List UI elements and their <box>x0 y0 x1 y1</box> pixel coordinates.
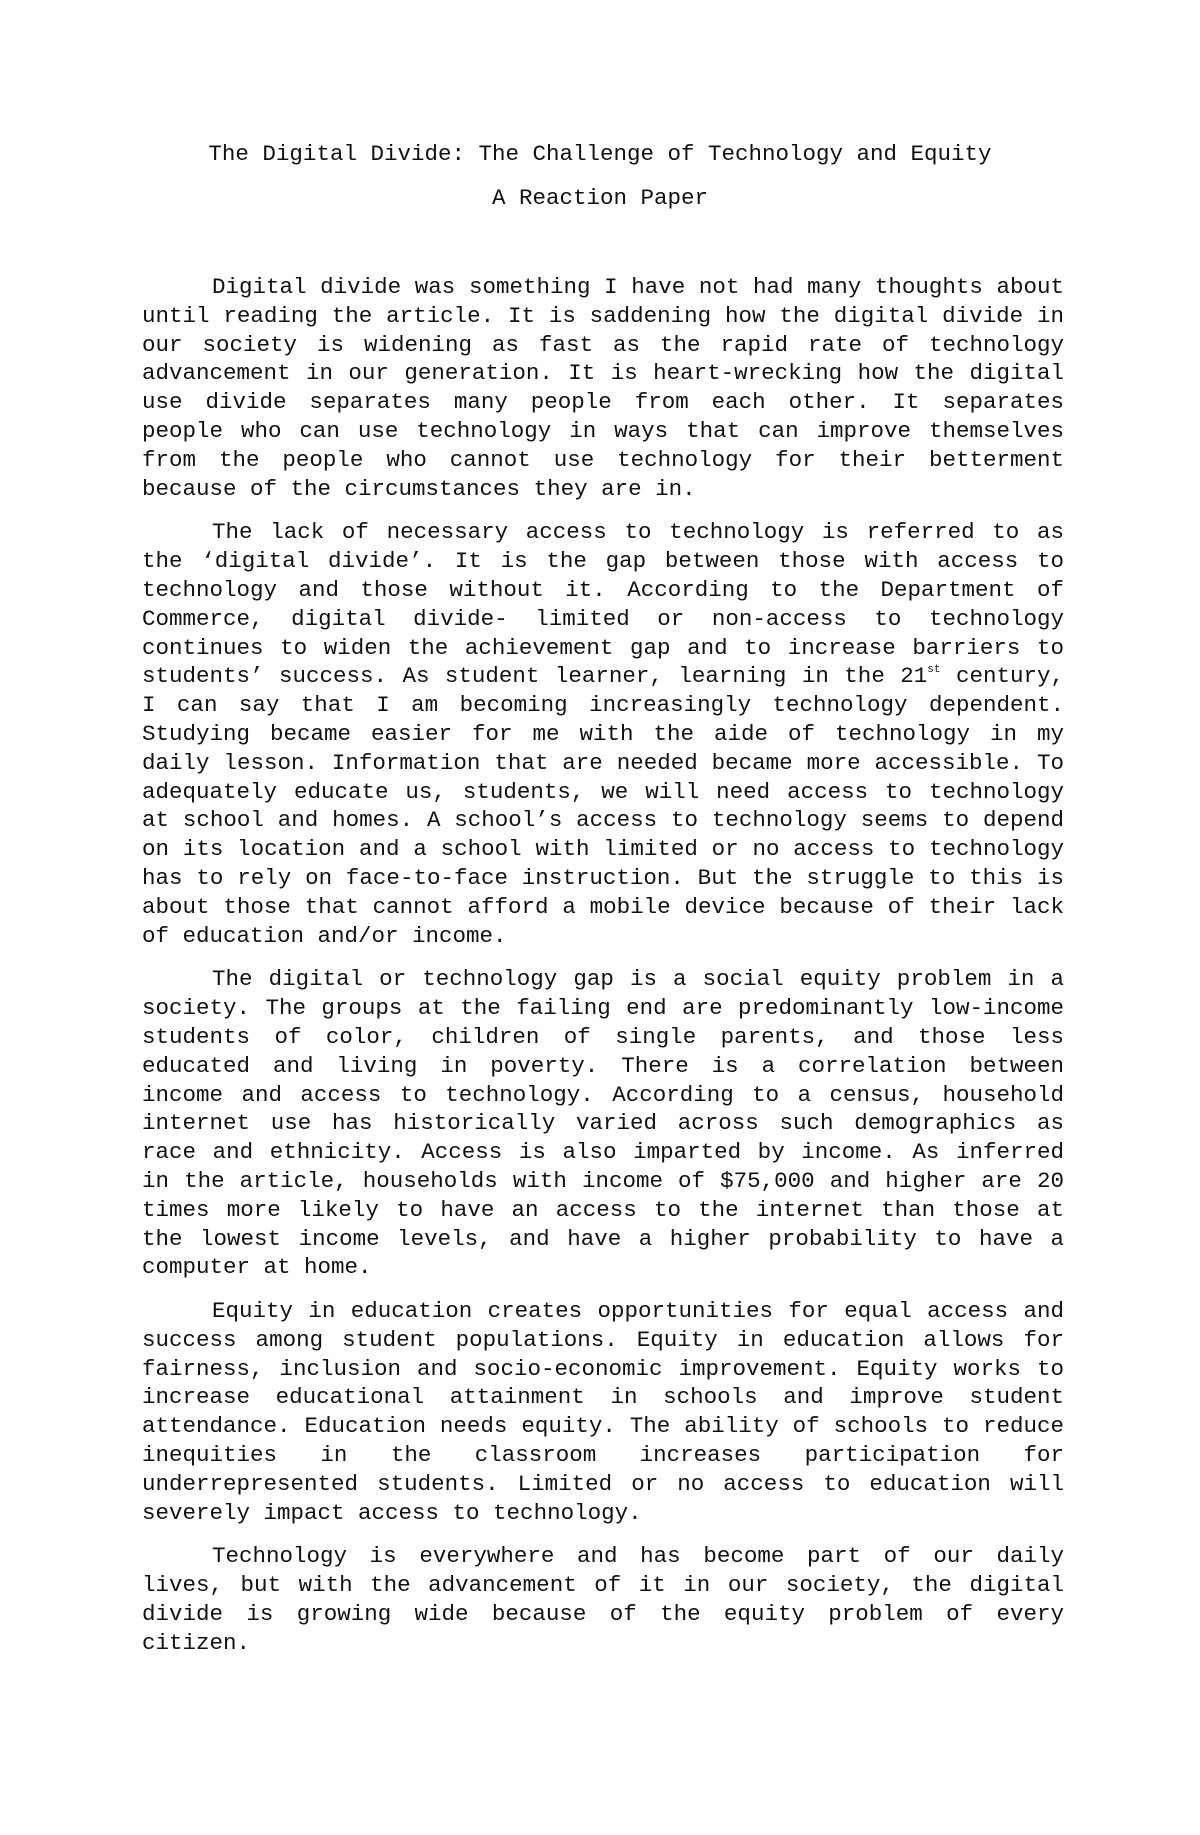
paragraph-2-text-b: century, I can say that I am becoming increasingly technology dependent. Studying became easier for me with the aide of technology in my daily lesson. Information that are needed became more accessible. To adequately educate us, students, we will need access to technology at school and homes. A school’s access to technology seems to depend on its location and a school with limited or no access to technology has to rely on face-to-face instruction. But the struggle to this is about those that cannot afford a mobile device because of their lack of education and/or income. <box>142 663 1064 949</box>
document-body <box>142 273 1064 1673</box>
paragraph-2 <box>142 518 1064 950</box>
paragraph-2-text-a: The lack of necessary access to technology is referred to as the ‘digital divide’. It is the gap between those with access to technology and those without it. According to the Department of Commerce, digital divide- limited or non-access to technology continues to widen the achievement gap and to increase barriers to students’ success. As student learner, learning in the 21 <box>142 519 1064 690</box>
paragraph-3: The digital or technology gap is a social equity problem in a society. The groups at the failing end are predominantly low-income students of color, children of single parents, and those less educated and living in poverty. There is a correlation between income and access to technology. According to a census, household internet use has historically varied across such demographics as race and ethnicity. Access is also imparted by income. As inferred in the article, households with income of $75,000 and higher are 20 times more likely to have an access to the internet than those at the lowest income levels, and have a higher probability to have a computer at home. <box>142 966 1064 1281</box>
document-title: The Digital Divide: The Challenge of Technology and Equity <box>208 141 992 167</box>
paragraph-5: Technology is everywhere and has become part of our daily lives, but with the advancement of it in our society, the digital divide is growing wide because of the equity problem of every citizen. <box>142 1543 1064 1656</box>
paragraph-4: Equity in education creates opportunities for equal access and success among student populations. Equity in education allows for fairness, inclusion and socio-economic improvement. Equity works to increase educational attainment in schools and improve student attendance. Education needs equity. The ability of schools to reduce inequities in the classroom increases participation for underrepresented students. Limited or no access to education will severely impact access to technology. <box>142 1298 1064 1526</box>
paragraph-1: Digital divide was something I have not had many thoughts about until reading the article. It is saddening how the digital divide in our society is widening as fast as the rapid rate of technology advancement in our generation. It is heart-wrecking how the digital use divide separates many people from each other. It separates people who can use technology in ways that can improve themselves from the people who cannot use technology for their betterment because of the circumstances they are in. <box>142 274 1064 502</box>
document-subtitle: A Reaction Paper <box>491 185 709 211</box>
ordinal-superscript: st <box>927 664 941 677</box>
